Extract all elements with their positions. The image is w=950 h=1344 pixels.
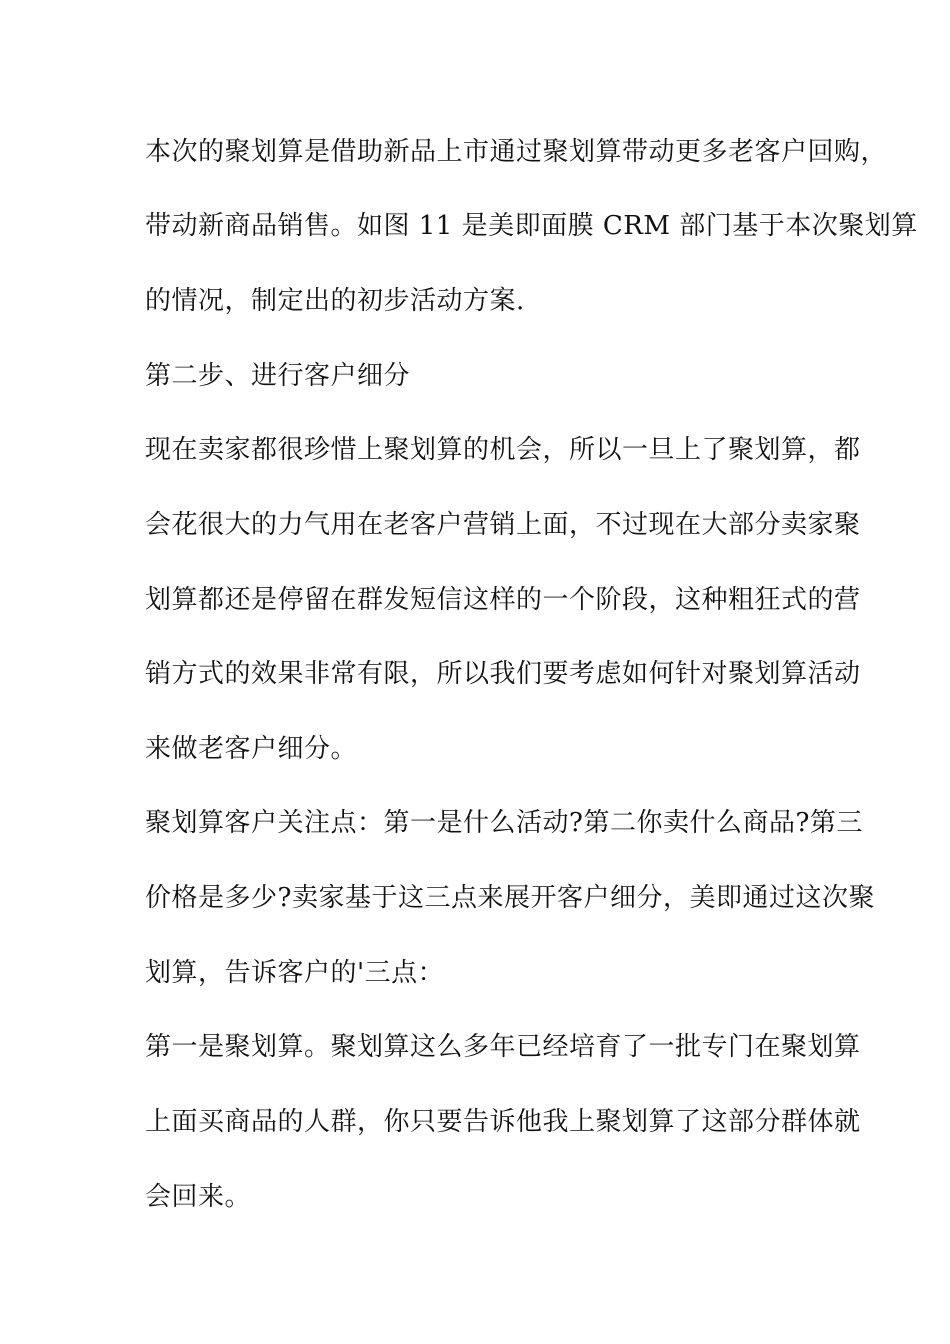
body-text-line: 来做老客户细分。	[145, 734, 358, 764]
body-text-line: 现在卖家都很珍惜上聚划算的机会，所以一旦上了聚划算，都	[145, 435, 861, 465]
body-text-line: 会回来。	[145, 1182, 252, 1212]
body-text-line: 带动新商品销售。如图 11 是美即面膜 CRM 部门基于本次聚划算	[145, 211, 918, 241]
body-text-line: 聚划算客户关注点：第一是什么活动?第二你卖什么商品?第三	[145, 808, 863, 838]
body-text-line: 价格是多少?卖家基于这三点来展开客户细分，美即通过这次聚	[145, 883, 875, 913]
body-text-line: 的情况，制定出的初步活动方案.	[145, 286, 525, 316]
body-text-line: 本次的聚划算是借助新品上市通过聚划算带动更多老客户回购，	[145, 137, 888, 167]
body-text-line: 销方式的效果非常有限，所以我们要考虑如何针对聚划算活动	[145, 659, 861, 689]
body-text-line: 划算，告诉客户的'三点：	[145, 958, 445, 988]
body-text-line: 划算都还是停留在群发短信这样的一个阶段，这种粗狂式的营	[145, 585, 861, 615]
body-text-line: 会花很大的力气用在老客户营销上面，不过现在大部分卖家聚	[145, 510, 861, 540]
body-text-line: 第一是聚划算。聚划算这么多年已经培育了一批专门在聚划算	[145, 1032, 861, 1062]
section-heading: 第二步、进行客户细分	[145, 361, 411, 391]
body-text-line: 上面买商品的人群，你只要告诉他我上聚划算了这部分群体就	[145, 1107, 861, 1137]
